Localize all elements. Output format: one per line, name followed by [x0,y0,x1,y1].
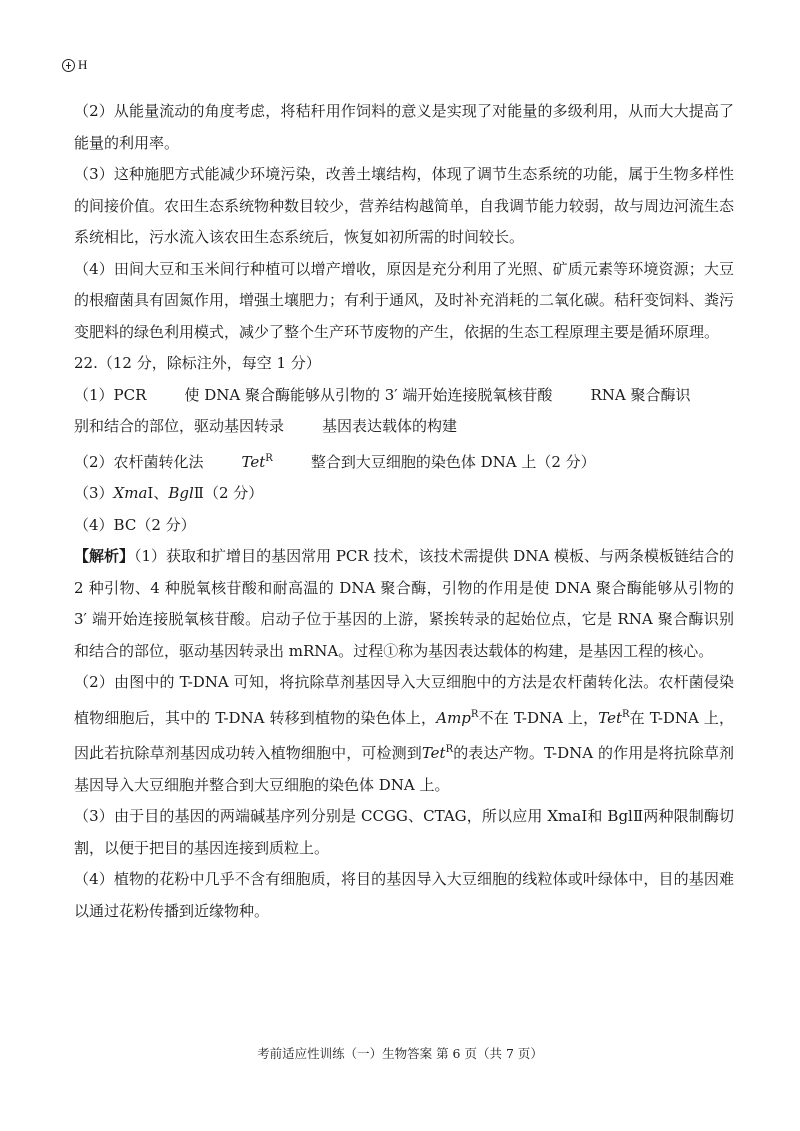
answer-22-3-num: （3） [74,484,114,502]
answer-22-1-cont [74,411,734,443]
analysis-2-c: 在 T-DNA 上，因此若抗除草剂基因成功转入植物细胞中，可检测到 [74,708,734,762]
answer-22-2-gene: Tet [241,452,266,471]
analysis-2-b: 不在 T-DNA 上， [478,708,599,727]
page-footer: 考前适应性训练（一）生物答案 第 6 页（共 7 页） [257,1046,543,1061]
circle-logo-icon [62,59,75,72]
analysis-2 [74,667,734,801]
answer-22-2-num: （2）农杆菌转化法 [74,452,204,471]
answer-22-1-c: RNA 聚合酶识 [590,385,691,404]
header-logo [62,57,87,73]
analysis-4: （4）植物的花粉中几乎不含有细胞质，将目的基因导入大豆细胞的线粒体或叶绿体中，目的基因难以通过花粉传播到近缘物种。 [74,870,734,920]
answer-22-1 [74,380,734,412]
answer-22-4: （4）BC（2 分） [74,515,196,534]
question-22-heading: 22.（12 分，除标注外，每空 1 分） [74,354,321,372]
answer-22-1-c2: 别和结合的部位，驱动基因转录 [74,417,285,435]
paragraph-4: （4）田间大豆和玉米间行种植可以增产增收，原因是充分利用了光照、矿质元素等环境资源；大豆的根瘤菌具有固氮作用，增强土壤肥力；有利于通风，及时补充消耗的二氧化碳。秸秆变饲料、粪污变肥料的绿色利用模式，减少了整个生产环节废物的产生，依据的生态工程原理主要是循环原理。 [74,259,735,341]
analysis-3: （3）由于目的基因的两端碱基序列分别是 CCGG、CTAG，所以应用 XmaⅠ和 BglⅡ两种限制酶切割，以便于把目的基因连接到质粒上。 [74,807,734,857]
analysis-2-a: （2）由图中的 T-DNA 可知，将抗除草剂基因导入大豆细胞中的方法是农杆菌转化法。农杆菌侵染植物细胞后，其中的 T-DNA 转移到植物的染色体上， [74,673,734,727]
answer-22-2-gene-sup: R [265,452,273,464]
answer-22-1-d: 基因表达载体的构建 [322,417,458,435]
enzyme-bgl: Bgl [168,484,194,502]
gene-tet-2-sup: R [445,744,454,755]
answer-22-3 [74,478,734,510]
enzyme-xma: Xma [113,484,148,502]
analysis-2-d: 的表达产物。T-DNA 的作用是将抗除草剂基因导入大豆细胞并整合到大豆细胞的染色体 DNA 上。 [74,744,734,794]
analysis-label: 【解析】 [74,547,135,565]
gene-amp: Amp [436,708,471,727]
answer-22-1-b: 使 DNA 聚合酶能够从引物的 3′ 端开始连接脱氧核苷酸 [184,385,553,404]
enzyme-xma-roman: Ⅰ [147,484,154,502]
document-body [74,96,734,927]
gene-tet-sup: R [621,708,630,720]
logo-text: H [78,57,88,72]
gene-tet-2: Tet [421,744,446,762]
answer-22-2-c: 整合到大豆细胞的染色体 DNA 上（2 分） [310,452,596,471]
paragraph-2: （2）从能量流动的角度考虑，将秸秆用作饲料的意义是实现了对能量的多级利用，从而大大提高了能量的利用率。 [74,102,734,152]
separator: 、 [153,484,169,502]
enzyme-bgl-roman: Ⅱ [193,484,204,502]
gene-amp-sup: R [470,708,479,720]
gene-tet: Tet [598,708,622,727]
analysis-1 [74,541,734,667]
answer-22-1-num: （1）PCR [74,385,147,404]
analysis-1-text: （1）获取和扩增目的基因常用 PCR 技术，该技术需提供 DNA 模板、与两条模板链结合的 2 种引物、4 种脱氧核苷酸和耐高温的 DNA 聚合酶，引物的作用是使 DNA 聚合酶能够从引物的 3′ 端开始连接脱氧核苷酸。启动子位于基因的上游，紧挨转录的起始位点，它是 RNA 聚合酶识别和结合的部位，驱动基因转录出 mRNA。过程①称为基因表达载体的构建，是基因工程的核心。 [74,547,734,660]
answer-22-2 [74,443,734,479]
answer-22-3-score: （2 分） [204,484,264,502]
paragraph-3: （3）这种施肥方式能减少环境污染，改善土壤结构，体现了调节生态系统的功能，属于生物多样性的间接价值。农田生态系统物种数目较少，营养结构越简单，自我调节能力较弱，故与周边河流生态系统相比，污水流入该农田生态系统后，恢复如初所需的时间较长。 [74,165,735,246]
